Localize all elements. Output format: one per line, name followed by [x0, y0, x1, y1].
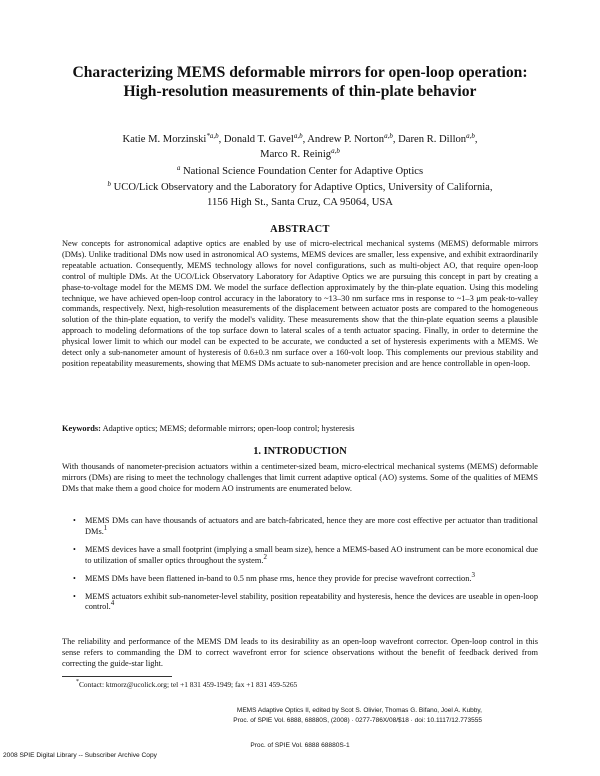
author-affiliation-mark: a,b — [384, 132, 393, 140]
author-affiliation-mark: a,b — [466, 132, 475, 140]
footnote-divider — [62, 676, 172, 677]
affiliation-mark: a — [176, 164, 181, 172]
keywords-text: Adaptive optics; MEMS; deformable mirrors; open-loop control; hysteresis — [102, 424, 355, 433]
keywords-label: Keywords: — [62, 424, 101, 433]
author-name: Donald T. Gavel — [223, 134, 294, 145]
bullet-icon: • — [73, 516, 76, 525]
author-list: Katie M. Morzinski$^{*a,b}$, Donald T. Gavel$^{a,b}$, Andrew P. Norton$^{a,b}$, Daren R. Dillon$^{a,b}$, Marco R. Reinig$^{a,b}$ — [122, 132, 478, 160]
list-item-text: MEMS DMs have been flattened in-band to 0.5 nm phase rms, hence they provide for precise wavefront correction. — [85, 573, 472, 583]
affiliation-text: National Science Foundation Center for Adaptive Optics — [183, 166, 424, 177]
affiliation-a — [60, 165, 540, 180]
abstract-text: New concepts for astronomical adaptive optics are enabled by use of micro-electrical mechanical systems (MEMS) deformable mirrors (DMs). Unlike traditional DMs now used in astronomical AO systems, MEMS devices are smaller, less expensive, and exhibit extraordinarily repeatable actuation. Consequently, MEMS technology allows for novel configurations, such as multi-object AO, that require open-loop control of multiple DMs. At the UCO/Lick Observatory Laboratory for Adaptive Optics we are pursuing this concept in part by creating a phase-to-voltage model for the MEMS DM. We model the surface deflection approximately by the thin-plate equation. Using this modeling technique, we have achieved open-loop control accuracy in the laboratory to ~13–30 nm surface rms in response to ~1–3 μm peak-to-valley commands, respectively. Next, high-resolution measurements of the displacement between actuator posts are compared to the homogeneous solution of the thin-plate equation, to verify the model's validity. These measurements show that the thin-plate equation seems a plausible approach to modeling deformations of the top surface down to lateral scales of a tenth actuator spacing. Finally, in order to determine the physical lower limit to which our model can be expected to be accurate, we conducted a set of hysteresis experiments with a MEMS. We detect only a sub-nanometer amount of hysteresis of 0.6±0.3 nm surface over a 160-volt loop. This complements our previous stability and position repeatability measurements, showing that MEMS DMs actuate to sub-nanometer precision and are hence controllable in open-loop. — [62, 239, 538, 368]
source-line: Proc. of SPIE Vol. 6888, 68880S, (2008) · 0277-786X/08/$18 · doi: 10.1117/12.773555 — [233, 716, 482, 724]
citation-ref: 2 — [263, 552, 267, 561]
bullet-icon: • — [73, 573, 76, 583]
footnote — [76, 680, 297, 689]
list-item — [62, 570, 538, 585]
paper-title: Characterizing MEMS deformable mirrors for open-loop operation: High-resolution measurements of thin-plate behavior — [72, 64, 528, 100]
author-name: Andrew P. Norton — [307, 134, 385, 145]
page-footer-id: Proc. of SPIE Vol. 6888 68880S-1 — [250, 742, 350, 749]
list-item — [62, 516, 538, 538]
keywords — [62, 424, 538, 433]
list-item — [62, 592, 538, 614]
affiliation-mark: b — [107, 180, 111, 188]
author-affiliation-mark: *a,b — [206, 132, 219, 140]
citation-ref: 1 — [103, 523, 108, 532]
abstract-heading: ABSTRACT — [270, 224, 330, 235]
intro-closing-paragraph: The reliability and performance of the MEMS DM leads to its desirability as an open-loop wavefront corrector. Open-loop control in this sense refers to commanding the DM to correct wavefront error for science observations without the benefit of feedback derived from correcting the guide-star light. — [62, 637, 538, 668]
section-heading-introduction: 1. INTRODUCTION — [253, 446, 347, 457]
citation-ref: 4 — [110, 599, 115, 608]
author-name: Katie M. Morzinski — [122, 134, 207, 145]
author-name: Marco R. Reinig — [260, 148, 332, 160]
list-item-text: MEMS DMs can have thousands of actuators and are batch-fabricated, hence they are more cost effective per actuator than traditional DMs. — [85, 516, 538, 536]
intro-paragraph: With thousands of nanometer-precision actuators within a centimeter-sized beam, micro-electrical mechanical systems (MEMS) deformable mirrors (DMs) are rising to meet the technology challenges that limit current adaptive optical (AO) systems. Some of the qualities of MEMS DMs that make them a good choice for modern AO instruments are enumerated below. — [62, 462, 538, 493]
archive-notice: 2008 SPIE Digital Library -- Subscriber Archive Copy — [3, 752, 157, 759]
author-affiliation-mark: a,b — [293, 132, 303, 140]
publication-source — [130, 706, 482, 725]
footnote-mark: * — [76, 679, 79, 685]
affiliation-address: 1156 High St., Santa Cruz, CA 95064, USA — [207, 196, 393, 208]
bullet-list — [62, 516, 538, 620]
list-item-text: MEMS actuators exhibit sub-nanometer-level stability, position repeatability and hysteresis, hence the devices are useable in open-loop control. — [85, 591, 538, 612]
affiliation-text: UCO/Lick Observatory and the Laboratory for Adaptive Optics, University of California, — [113, 182, 493, 193]
bullet-icon: • — [73, 544, 76, 554]
author-name: Daren R. Dillon — [398, 134, 467, 145]
list-item-text: MEMS devices have a small footprint (implying a small beam size), hence a MEMS-based AO instrument can be more economical due to utilization of smaller optics throughout the system. — [85, 544, 538, 565]
bullet-icon: • — [73, 591, 76, 601]
list-item — [62, 545, 538, 567]
citation-ref: 3 — [471, 570, 475, 579]
source-line: MEMS Adaptive Optics II, edited by Scot S. Olivier, Thomas G. Bifano, Joel A. Kubby, — [236, 707, 482, 714]
affiliation-b — [60, 181, 540, 210]
footnote-text: Contact: ktmorz@ucolick.org; tel +1 831 459-1949; fax +1 831 459-5265 — [79, 680, 298, 689]
author-affiliation-mark: a,b — [331, 146, 340, 155]
